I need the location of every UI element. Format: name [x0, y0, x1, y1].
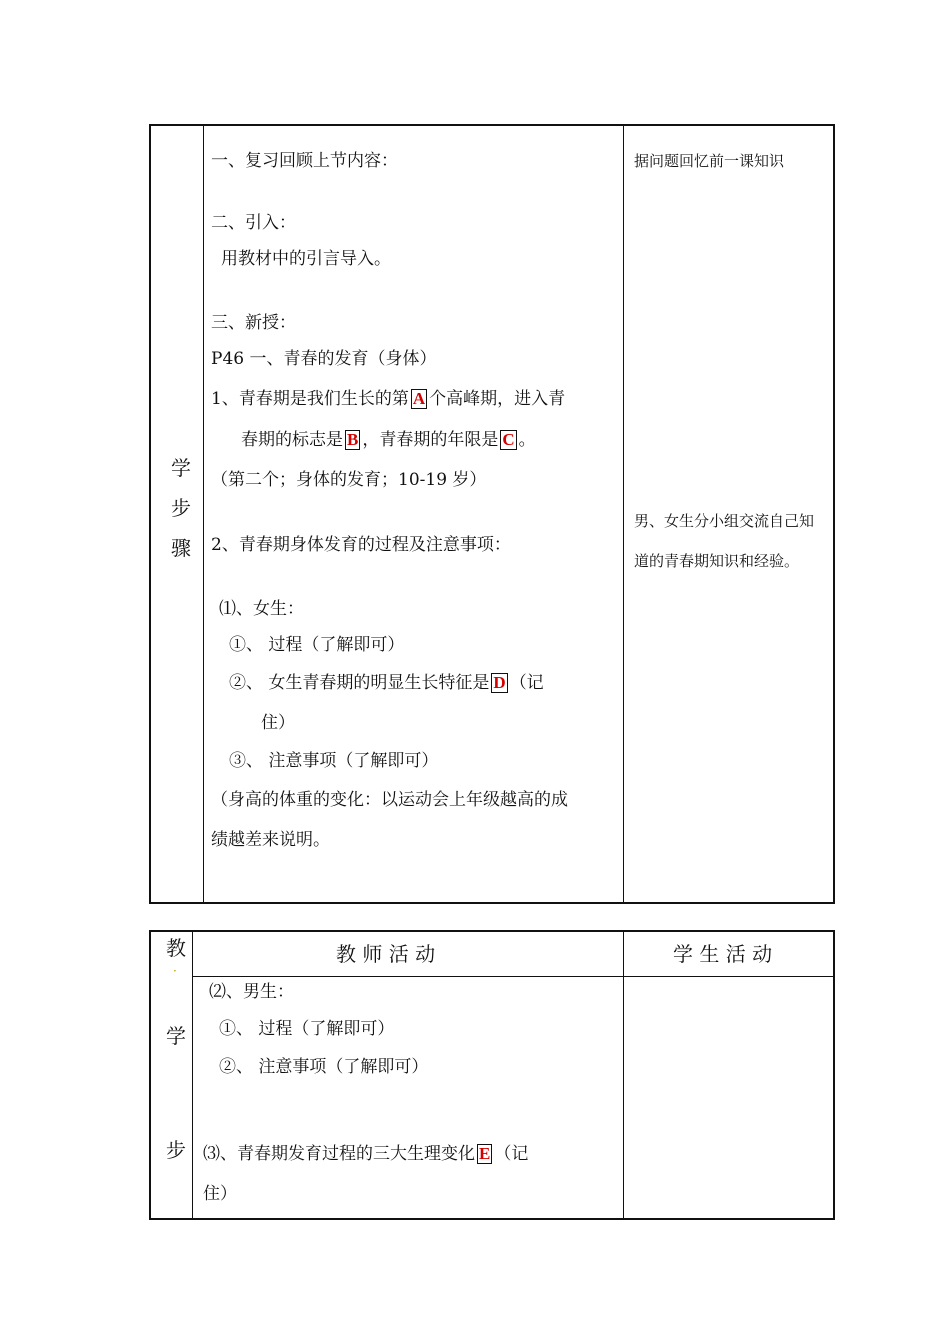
row-label-char: 骤 — [171, 536, 191, 560]
text-line: 二、引入： — [211, 213, 296, 233]
text-line: （身高的体重的变化：以运动会上年级越高的成 — [211, 790, 568, 810]
text-line: 一、复习回顾上节内容： — [211, 151, 398, 171]
blank-answer-box-d: D — [493, 673, 506, 692]
text-segment: 个高峰期，进入青 — [429, 389, 566, 409]
teaching-steps-table — [149, 930, 835, 1220]
blank-answer-box-b: B — [347, 430, 359, 449]
text-segment: ，青春期的年限是 — [362, 430, 499, 450]
header-student-activity: 学 生 活 动 — [673, 942, 773, 966]
column-divider-left — [192, 932, 193, 1218]
text-line: 住） — [203, 1184, 237, 1204]
text-line: ⑴、女生： — [219, 599, 304, 619]
text-line — [211, 388, 565, 410]
text-line — [229, 672, 544, 694]
text-line: ③、 注意事项（了解即可） — [229, 751, 439, 771]
text-segment: （记 — [494, 1144, 529, 1164]
text-line: 三、新授： — [211, 313, 296, 333]
blank-answer-box-c: C — [502, 430, 515, 449]
text-segment: ②、 女生青春期的明显生长特征是 — [229, 673, 490, 693]
column-divider-right — [623, 126, 624, 902]
row-label-char: 步 — [171, 496, 191, 520]
text-segment: ⑶、青春期发育过程的三大生理变化 — [203, 1144, 475, 1164]
blank-answer-box-e: E — [479, 1144, 491, 1163]
row-label-char: 教 — [166, 936, 186, 960]
text-line: 用教材中的引言导入。 — [221, 249, 391, 269]
text-line: （第二个；身体的发育；10-19 岁） — [211, 470, 487, 490]
text-segment: 。 — [518, 430, 536, 450]
text-line: 住） — [261, 713, 295, 733]
student-activity-text: 道的青春期知识和经验。 — [634, 552, 800, 570]
row-label-char: 学 — [166, 1024, 186, 1048]
header-divider — [192, 976, 833, 977]
lesson-steps-table — [149, 124, 835, 904]
decorative-dot: · — [173, 964, 177, 978]
text-line: 绩越差来说明。 — [211, 830, 330, 850]
column-divider-left — [203, 126, 204, 902]
text-line: P46 一、青春的发育（身体） — [211, 349, 437, 369]
text-segment: 1、青春期是我们生长的第 — [211, 389, 409, 409]
text-line: ②、 注意事项（了解即可） — [219, 1057, 429, 1077]
header-teacher-activity: 教 师 活 动 — [336, 942, 436, 966]
text-line: ⑵、男生： — [209, 982, 294, 1002]
text-line: ①、 过程（了解即可） — [229, 635, 405, 655]
text-segment: （记 — [509, 673, 544, 693]
student-activity-text: 男、女生分小组交流自己知 — [634, 512, 815, 530]
text-line — [241, 429, 536, 451]
column-divider-right — [623, 932, 624, 1218]
text-line: ①、 过程（了解即可） — [219, 1019, 395, 1039]
blank-answer-box-a: A — [412, 389, 426, 408]
text-line: 2、青春期身体发育的过程及注意事项： — [211, 535, 511, 555]
text-segment: 春期的标志是 — [241, 430, 343, 450]
text-line — [203, 1143, 528, 1165]
student-activity-text: 据问题回忆前一课知识 — [634, 152, 785, 170]
row-label-char: 步 — [166, 1138, 186, 1162]
row-label-char: 学 — [171, 456, 191, 480]
